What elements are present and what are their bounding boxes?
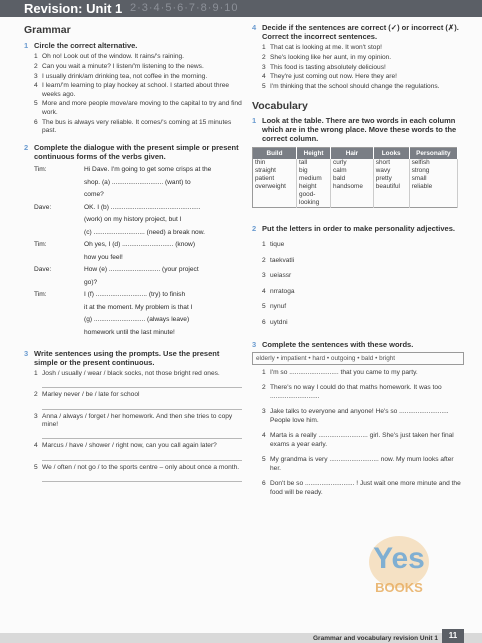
item-number: 2 <box>34 62 38 70</box>
table-cell: handsome <box>331 183 374 191</box>
item-number: 1 <box>262 369 266 377</box>
exercise-number: 1 <box>252 116 257 126</box>
table-cell: curly <box>331 159 374 167</box>
exercise-instruction: Complete the dialogue with the present simple or present continuous forms of the verbs given. <box>34 143 239 162</box>
item-text: I'm thinking that the school should change the regulations. <box>270 83 440 91</box>
list-item <box>262 44 464 52</box>
item-number: 3 <box>34 72 38 80</box>
speaker <box>24 302 84 315</box>
page-header <box>0 0 482 17</box>
dialogue-text: shop. (a) ............................ (want) to <box>84 178 191 186</box>
item-number: 6 <box>34 118 38 126</box>
table-cell: wavy <box>373 167 409 175</box>
table-row <box>253 183 458 191</box>
dialogue-text: Hi Dave. I'm going to get some crisps at the <box>84 166 212 174</box>
table-header: Personality <box>409 148 457 160</box>
table-cell <box>373 191 409 199</box>
table-cell: looking <box>297 199 331 208</box>
dialogue-line <box>24 177 242 190</box>
list-item <box>262 368 464 378</box>
exercise-4-heading <box>252 23 464 41</box>
dialogue-text: (c) ............................ (need) a break now. <box>84 228 205 236</box>
exercise-instruction: Complete the sentences with these words. <box>262 340 414 350</box>
dialogue-line <box>24 302 242 315</box>
speaker <box>24 327 84 340</box>
dialogue-line <box>24 202 242 215</box>
exercise-number: 1 <box>24 41 29 50</box>
dialogue-text: come? <box>84 191 104 199</box>
dialogue-text: I (f) ............................ (try) to finish <box>84 291 186 299</box>
table-cell: reliable <box>409 183 457 191</box>
vocab-3-heading <box>252 340 464 349</box>
speaker: Tim: <box>34 241 47 249</box>
answer-line <box>42 452 242 461</box>
speaker: Tim: <box>34 166 47 174</box>
list-item <box>262 237 464 253</box>
table-cell <box>331 199 374 208</box>
item-text: The bus is always very reliable. It comes/'s coming at 15 minutes past. <box>42 118 232 134</box>
exercise-instruction: Decide if the sentences are correct (✓) or incorrect (✗). Correct the incorrect sentences. <box>262 23 459 41</box>
table-cell: good- <box>297 191 331 199</box>
item-text: Marcus / have / shower / right now, can you call again later? <box>42 442 217 450</box>
table-cell: thin <box>253 159 297 167</box>
table-cell: calm <box>331 167 374 175</box>
table-cell: short <box>373 159 409 167</box>
list-item <box>34 63 242 71</box>
item-text: Anna / always / forget / her homework. And then she tries to copy mine! <box>42 412 233 429</box>
item-text: Marta is a really ........................... girl. She's just taken her final exams a year early. <box>270 431 454 449</box>
table-cell: big <box>297 167 331 175</box>
dialogue-text: (work) on my history project, but I <box>84 216 182 224</box>
table-row <box>253 191 458 199</box>
exercise-instruction: Put the letters in order to make personality adjectives. <box>262 224 455 234</box>
item-number: 1 <box>262 44 266 51</box>
item-number: 6 <box>262 479 266 487</box>
dialogue-text: Oh yes, I (d) ............................ (know) <box>84 241 196 249</box>
dialogue-line <box>24 227 242 240</box>
item-number: 2 <box>262 53 266 61</box>
speaker: Dave: <box>34 203 52 211</box>
exercise-number: 2 <box>24 143 29 153</box>
list-item <box>34 53 242 61</box>
table-row <box>253 167 458 175</box>
dialogue-text: go)? <box>84 278 98 286</box>
item-number: 4 <box>34 82 38 90</box>
item-number: 5 <box>262 303 266 311</box>
table-cell <box>409 199 457 208</box>
speaker <box>24 189 84 202</box>
item-number: 1 <box>34 53 38 60</box>
dialogue-line <box>24 289 242 302</box>
item-text: taekvatli <box>270 256 295 264</box>
exercise-number: 3 <box>252 340 257 350</box>
table-cell: overweight <box>253 183 297 191</box>
list-item <box>34 413 242 430</box>
dialogue-text: How (e) ............................ (your project <box>84 266 199 274</box>
list-item <box>262 83 464 91</box>
exercise-4-items <box>252 44 464 91</box>
table-header: Looks <box>373 148 409 160</box>
list-item <box>34 73 242 81</box>
item-text: Marley never / be / late for school <box>42 391 140 399</box>
dialogue-line <box>24 314 242 327</box>
exercise-instruction: Circle the correct alternative. <box>34 41 138 50</box>
dialogue-line <box>24 189 242 202</box>
vocabulary-table <box>252 147 458 208</box>
item-text: ueiassr <box>270 272 292 280</box>
vocabulary-title: Vocabulary <box>252 100 308 113</box>
item-text: We / often / not go / to the sports centre – only about once a month. <box>42 463 240 471</box>
item-text: I'm so ........................... that you came to my party. <box>270 369 418 377</box>
table-cell <box>373 199 409 208</box>
list-item <box>34 442 242 450</box>
item-text: Can you wait a minute? I listen/'m listening to the news. <box>42 62 204 70</box>
item-number: 5 <box>262 83 266 91</box>
right-column <box>252 17 464 503</box>
item-text: My grandma is very ........................... now. My mum looks after her. <box>270 455 454 473</box>
list-item <box>262 64 464 72</box>
item-number: 3 <box>262 63 266 71</box>
list-item <box>262 383 464 402</box>
dialogue-text: how you feel! <box>84 253 123 261</box>
item-text: They're just coming out now. Here they are! <box>270 73 397 81</box>
speaker <box>24 314 84 327</box>
exercise-3-heading <box>24 349 242 367</box>
list-item <box>262 299 464 315</box>
item-text: nrratoga <box>270 287 295 295</box>
footer-text: Grammar and vocabulary revision Unit 1 <box>313 635 438 642</box>
list-item <box>262 407 464 426</box>
item-number: 5 <box>34 100 38 108</box>
table-cell <box>253 199 297 208</box>
dialogue-line <box>24 264 242 277</box>
item-number: 3 <box>262 407 266 415</box>
item-text: uytdni <box>270 318 288 326</box>
table-row <box>253 199 458 208</box>
table-cell <box>253 191 297 199</box>
answer-line <box>42 379 242 388</box>
answer-line <box>42 401 242 410</box>
item-number: 2 <box>34 391 38 399</box>
item-text: Oh no! Look out of the window. It rains/'s raining. <box>42 53 185 60</box>
item-text: That cat is looking at me. It won't stop! <box>270 44 382 51</box>
table-cell: strong <box>409 167 457 175</box>
speaker <box>24 177 84 190</box>
table-cell: selfish <box>409 159 457 167</box>
list-item <box>34 391 242 399</box>
exercise-2-heading <box>24 143 242 161</box>
table-cell: beautiful <box>373 183 409 191</box>
table-header: Hair <box>331 148 374 160</box>
dialogue-text: homework until the last minute! <box>84 328 175 336</box>
speaker <box>24 214 84 227</box>
list-item <box>34 100 242 117</box>
item-number: 5 <box>262 455 266 463</box>
exercise-instruction: Look at the table. There are two words in each column which are in the wrong place. Move these words to the correct column. <box>262 116 457 144</box>
item-text: Don't be so ........................... ! Just wait one more minute and the food will be ready. <box>270 479 461 497</box>
dialogue-text: it at the moment. My problem is that I <box>84 303 193 311</box>
item-number: 3 <box>262 272 266 280</box>
item-text: Josh / usually / wear / black socks, not those bright red ones. <box>42 370 220 378</box>
item-number: 4 <box>262 287 266 295</box>
item-text: I learn/'m learning to play hockey at school. I started about three weeks ago. <box>42 82 230 98</box>
item-text: Jake talks to everyone and anyone! He's so ........................... People love him. <box>270 407 449 425</box>
speaker <box>24 252 84 265</box>
yes-books-stamp <box>352 530 446 602</box>
exercise-number: 2 <box>252 224 257 234</box>
dialogue-line <box>24 252 242 265</box>
item-text: There's no way I could do that maths homework. It was too ........................... <box>270 383 442 401</box>
answer-line <box>42 430 242 439</box>
page-title: Revision: Unit 1 <box>24 1 123 16</box>
table-cell: tall <box>297 159 331 167</box>
dialogue-line <box>24 164 242 177</box>
table-cell: small <box>409 175 457 183</box>
list-item <box>34 82 242 99</box>
table-cell: height <box>297 183 331 191</box>
dialogue-line <box>24 239 242 252</box>
item-text: More and more people move/are moving to the capital to try and find work. <box>42 100 242 116</box>
list-item <box>262 73 464 81</box>
item-text: I usually drink/am drinking tea, not coffee in the morning. <box>42 72 208 80</box>
vocab-2-heading <box>252 224 464 233</box>
list-item <box>262 455 464 474</box>
dialogue-text: (g) ............................ (always leave) <box>84 316 190 324</box>
item-number: 2 <box>262 383 266 391</box>
table-cell: pretty <box>373 175 409 183</box>
list-item <box>262 479 464 498</box>
anagram-items <box>252 237 464 330</box>
exercise-3-items <box>24 370 242 485</box>
exercise-1-heading <box>24 41 242 50</box>
left-column <box>24 17 242 485</box>
item-number: 4 <box>262 73 266 81</box>
item-text: This food is tasting absolutely delicious! <box>270 63 386 71</box>
table-cell: patient <box>253 175 297 183</box>
table-cell <box>331 191 374 199</box>
item-number: 4 <box>262 431 266 439</box>
answer-line <box>42 473 242 482</box>
item-number: 4 <box>34 442 38 450</box>
list-item <box>262 54 464 62</box>
unit-numbers: 2·3·4·5·6·7·8·9·10 <box>130 2 239 14</box>
table-header: Height <box>297 148 331 160</box>
list-item <box>34 464 242 472</box>
list-item <box>262 268 464 284</box>
dialogue <box>24 164 242 339</box>
page-number: 11 <box>442 629 464 643</box>
list-item <box>262 284 464 300</box>
exercise-number: 3 <box>24 349 29 359</box>
speaker: Tim: <box>34 291 47 299</box>
item-text: nynuf <box>270 303 287 311</box>
exercise-number: 4 <box>252 23 257 32</box>
dialogue-line <box>24 327 242 340</box>
list-item <box>262 253 464 269</box>
exercise-v3-items <box>252 368 464 498</box>
list-item <box>34 370 242 378</box>
table-cell: medium <box>297 175 331 183</box>
stamp-word: Yes <box>373 542 425 575</box>
table-row <box>253 159 458 167</box>
list-item <box>262 315 464 331</box>
table-cell: bald <box>331 175 374 183</box>
item-number: 6 <box>262 318 266 326</box>
vocab-1-heading <box>252 116 464 143</box>
speaker <box>24 277 84 290</box>
item-text: tique <box>270 241 285 249</box>
item-number: 3 <box>34 412 38 420</box>
exercise-1-items <box>24 53 242 135</box>
dialogue-line <box>24 214 242 227</box>
item-number: 2 <box>262 256 266 264</box>
speaker: Dave: <box>34 266 52 274</box>
item-number: 1 <box>262 241 266 249</box>
item-text: She's looking like her aunt, in my opinion. <box>270 53 392 61</box>
list-item <box>34 119 242 136</box>
grammar-title: Grammar <box>24 24 71 36</box>
table-header: Build <box>253 148 297 160</box>
table-cell: straight <box>253 167 297 175</box>
item-number: 1 <box>34 370 38 378</box>
table-row <box>253 175 458 183</box>
word-box: elderly • impatient • hard • outgoing • bald • bright <box>252 352 464 365</box>
page-body <box>0 17 482 643</box>
exercise-instruction: Write sentences using the prompts. Use the present simple or the present continuous. <box>34 349 220 368</box>
dialogue-text: OK. I (b) ................................................. <box>84 203 201 211</box>
table-cell <box>409 191 457 199</box>
dialogue-line <box>24 277 242 290</box>
stamp-word: BOOKS <box>375 580 423 595</box>
item-number: 5 <box>34 463 38 471</box>
list-item <box>262 431 464 450</box>
speaker <box>24 227 84 240</box>
